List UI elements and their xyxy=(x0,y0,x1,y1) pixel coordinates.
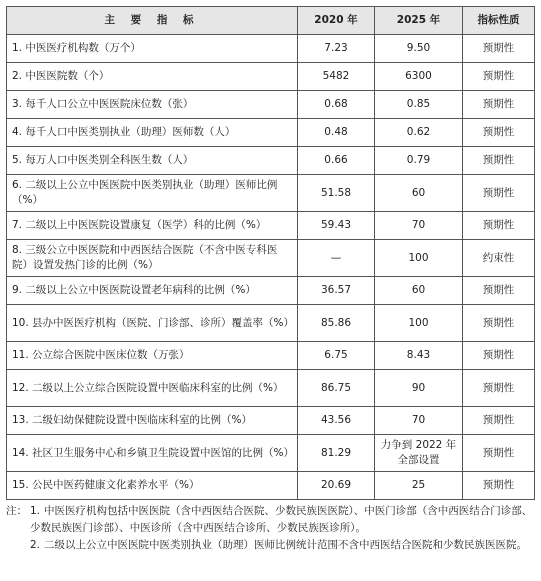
indicator-nature: 预期性 xyxy=(463,119,535,147)
note-prefix: 注： xyxy=(6,505,27,517)
table-header-row xyxy=(7,7,535,35)
value-2025: 100 xyxy=(375,240,463,277)
indicator-nature: 预期性 xyxy=(463,147,535,175)
note-1 xyxy=(6,503,534,537)
table-row xyxy=(7,35,535,63)
indicator-nature: 预期性 xyxy=(463,370,535,407)
indicator-nature: 预期性 xyxy=(463,175,535,212)
value-2025: 70 xyxy=(375,212,463,240)
indicator-name: 15. 公民中医药健康文化素养水平（%） xyxy=(7,472,298,500)
indicator-name: 5. 每万人口中医类别全科医生数（人） xyxy=(7,147,298,175)
table-row xyxy=(7,175,535,212)
indicator-name: 9. 二级以上公立中医医院设置老年病科的比例（%） xyxy=(7,277,298,305)
indicator-name: 2. 中医医院数（个） xyxy=(7,63,298,91)
indicator-nature: 预期性 xyxy=(463,472,535,500)
value-2025: 9.50 xyxy=(375,35,463,63)
table-row xyxy=(7,91,535,119)
value-2020: 86.75 xyxy=(298,370,375,407)
indicator-name: 13. 二级妇幼保健院设置中医临床科室的比例（%） xyxy=(7,407,298,435)
table-row xyxy=(7,63,535,91)
value-2020: 51.58 xyxy=(298,175,375,212)
indicator-nature: 预期性 xyxy=(463,435,535,472)
value-2025: 力争到 2022 年全部设置 xyxy=(375,435,463,472)
note-2 xyxy=(6,537,534,554)
indicator-name: 3. 每千人口公立中医医院床位数（张） xyxy=(7,91,298,119)
table-row xyxy=(7,305,535,342)
value-2020: 6.75 xyxy=(298,342,375,370)
table-row xyxy=(7,277,535,305)
value-2020: 59.43 xyxy=(298,212,375,240)
table-row xyxy=(7,342,535,370)
value-2025: 60 xyxy=(375,277,463,305)
note-2-number: 2. xyxy=(30,539,41,551)
value-2020: 43.56 xyxy=(298,407,375,435)
indicator-name: 12. 二级以上公立综合医院设置中医临床科室的比例（%） xyxy=(7,370,298,407)
indicator-name: 4. 每千人口中医类别执业（助理）医师数（人） xyxy=(7,119,298,147)
value-2025: 60 xyxy=(375,175,463,212)
value-2020: 20.69 xyxy=(298,472,375,500)
note-2-text: 二级以上公立中医医院中医类别执业（助理）医师比例统计范围不含中西医结合医院和少数民族医医院。 xyxy=(44,539,527,551)
value-2025: 8.43 xyxy=(375,342,463,370)
table-row xyxy=(7,472,535,500)
indicator-nature: 预期性 xyxy=(463,277,535,305)
indicator-nature: 约束性 xyxy=(463,240,535,277)
indicator-table xyxy=(6,6,535,500)
value-2020: 36.57 xyxy=(298,277,375,305)
indicator-nature: 预期性 xyxy=(463,407,535,435)
value-2020: 7.23 xyxy=(298,35,375,63)
value-2025: 0.85 xyxy=(375,91,463,119)
value-2020: — xyxy=(298,240,375,277)
header-2025: 2025 年 xyxy=(375,7,463,35)
value-2025: 6300 xyxy=(375,63,463,91)
table-row xyxy=(7,147,535,175)
indicator-name: 1. 中医医疗机构数（万个） xyxy=(7,35,298,63)
value-2020: 0.68 xyxy=(298,91,375,119)
header-nature: 指标性质 xyxy=(463,7,535,35)
note-1-number: 1. xyxy=(30,505,41,517)
indicator-nature: 预期性 xyxy=(463,342,535,370)
value-2020: 81.29 xyxy=(298,435,375,472)
indicator-name: 10. 县办中医医疗机构（医院、门诊部、诊所）覆盖率（%） xyxy=(7,305,298,342)
value-2025: 100 xyxy=(375,305,463,342)
indicator-name: 6. 二级以上公立中医医院中医类别执业（助理）医师比例（%） xyxy=(7,175,298,212)
table-row xyxy=(7,370,535,407)
table-row xyxy=(7,240,535,277)
table-row xyxy=(7,212,535,240)
value-2020: 0.48 xyxy=(298,119,375,147)
indicator-nature: 预期性 xyxy=(463,212,535,240)
table-notes xyxy=(6,503,534,554)
value-2025: 0.79 xyxy=(375,147,463,175)
indicator-nature: 预期性 xyxy=(463,35,535,63)
indicator-nature: 预期性 xyxy=(463,63,535,91)
value-2025: 25 xyxy=(375,472,463,500)
value-2025: 90 xyxy=(375,370,463,407)
indicator-nature: 预期性 xyxy=(463,91,535,119)
note-1-text: 中医医疗机构包括中医医院（含中西医结合医院、少数民族医医院）、中医门诊部（含中西医结合门诊部、少数民族医门诊部）、中医诊所（含中西医结合诊所、少数民族医诊所）。 xyxy=(30,505,533,534)
value-2020: 85.86 xyxy=(298,305,375,342)
value-2025: 0.62 xyxy=(375,119,463,147)
header-2020: 2020 年 xyxy=(298,7,375,35)
value-2025: 70 xyxy=(375,407,463,435)
indicator-name: 8. 三级公立中医医院和中西医结合医院（不含中医专科医院）设置发热门诊的比例（%） xyxy=(7,240,298,277)
header-indicator: 主 要 指 标 xyxy=(7,7,298,35)
table-row xyxy=(7,407,535,435)
indicator-name: 7. 二级以上中医医院设置康复（医学）科的比例（%） xyxy=(7,212,298,240)
value-2020: 5482 xyxy=(298,63,375,91)
indicator-name: 14. 社区卫生服务中心和乡镇卫生院设置中医馆的比例（%） xyxy=(7,435,298,472)
indicator-name: 11. 公立综合医院中医床位数（万张） xyxy=(7,342,298,370)
table-row xyxy=(7,435,535,472)
table-row xyxy=(7,119,535,147)
indicator-nature: 预期性 xyxy=(463,305,535,342)
value-2020: 0.66 xyxy=(298,147,375,175)
